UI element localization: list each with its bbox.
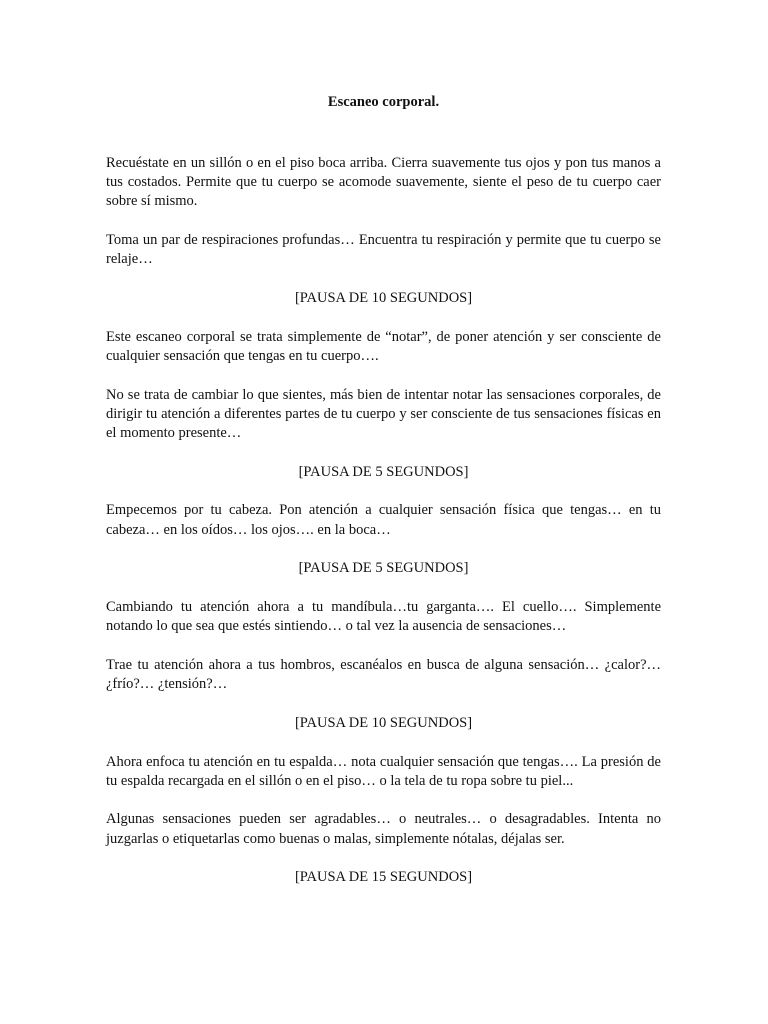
- paragraph: Trae tu atención ahora a tus hombros, escanéalos en busca de alguna sensación… ¿calor?… ¿frío?… ¿tensión?…: [106, 656, 661, 693]
- pause-marker: [PAUSA DE 5 SEGUNDOS]: [298, 463, 469, 480]
- paragraph: No se trata de cambiar lo que sientes, más bien de intentar notar las sensaciones corporales, de dirigir tu atención a diferentes partes de tu cuerpo y ser consciente de tus sensaciones físicas en el momento presente…: [106, 386, 661, 442]
- paragraph: Ahora enfoca tu atención en tu espalda… nota cualquier sensación que tengas…. La presión de tu espalda recargada en el sillón o en el piso… o la tela de tu ropa sobre tu piel...: [106, 753, 661, 789]
- paragraph: Este escaneo corporal se trata simplemente de “notar”, de poner atención y ser consciente de cualquier sensación que tengas en tu cuerpo….: [106, 328, 661, 364]
- pause-marker: [PAUSA DE 5 SEGUNDOS]: [298, 560, 469, 577]
- document-title: Escaneo corporal.: [327, 94, 440, 110]
- pause-marker: [PAUSA DE 10 SEGUNDOS]: [294, 714, 473, 731]
- paragraph: Cambiando tu atención ahora a tu mandíbula…tu garganta…. El cuello…. Simplemente notando lo que sea que estés sintiendo… o tal vez la ausencia de sensaciones…: [106, 599, 661, 635]
- pause-marker: [PAUSA DE 15 SEGUNDOS]: [294, 869, 473, 886]
- paragraph: Empecemos por tu cabeza. Pon atención a cualquier sensación física que tengas… en tu cabeza… en los oídos… los ojos…. en la boca…: [106, 502, 661, 538]
- pause-marker: [PAUSA DE 10 SEGUNDOS]: [294, 290, 473, 307]
- paragraph: Algunas sensaciones pueden ser agradables… o neutrales… o desagradables. Intenta no juzgarlas o etiquetarlas como buenas o malas, simplemente nótalas, déjalas ser.: [106, 811, 661, 847]
- paragraph: Toma un par de respiraciones profundas… Encuentra tu respiración y permite que tu cuerpo se relaje…: [106, 232, 661, 268]
- document-page: [106, 93, 661, 907]
- paragraph: Recuéstate en un sillón o en el piso boca arriba. Cierra suavemente tus ojos y pon tus manos a tus costados. Permite que tu cuerpo se acomode suavemente, siente el peso de tu cuerpo caer sobre sí mismo.: [106, 155, 661, 210]
